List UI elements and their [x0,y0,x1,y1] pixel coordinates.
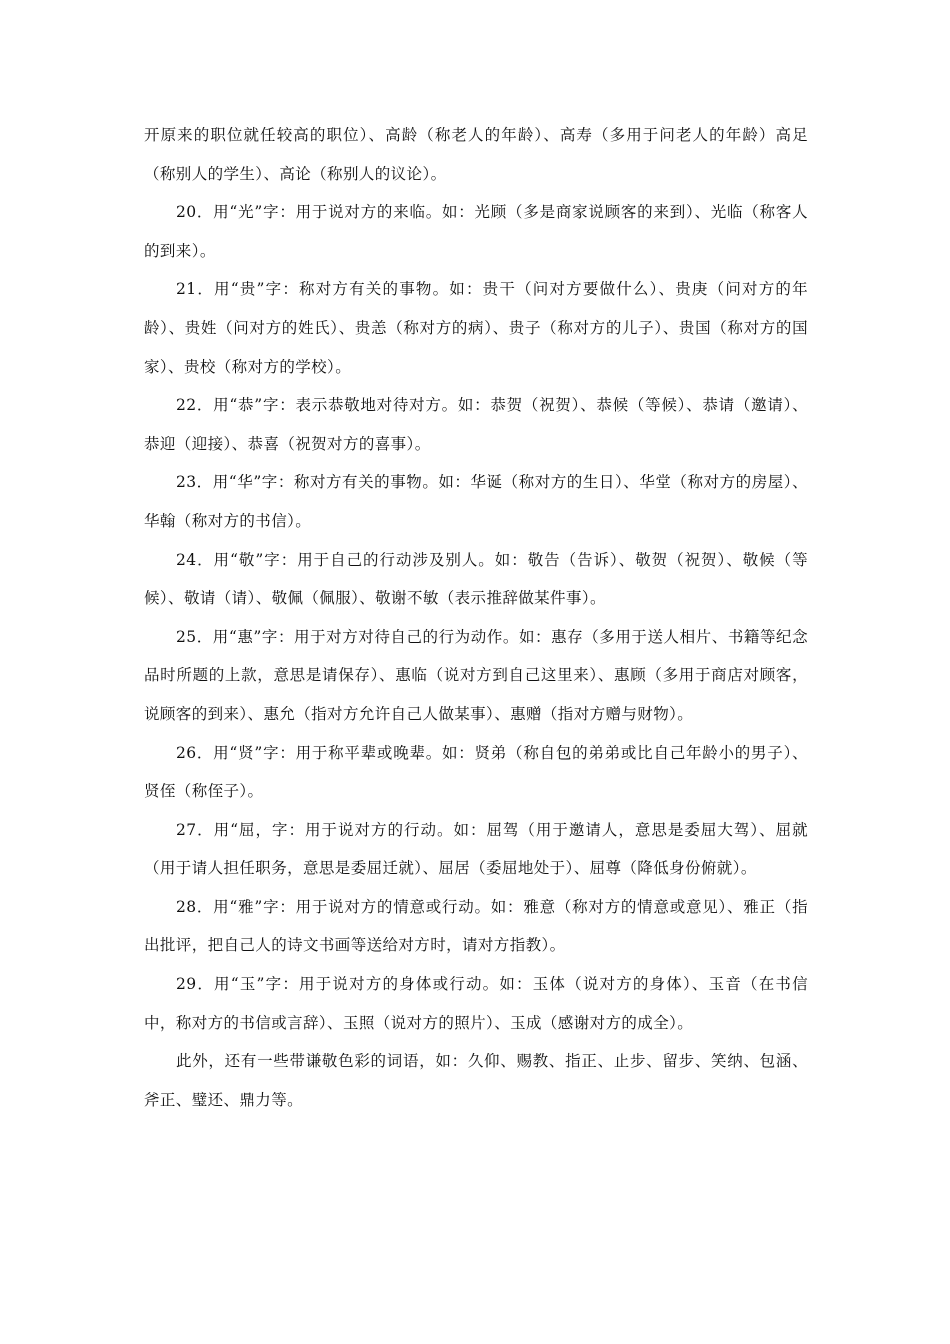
paragraph-item-29: 29．用“玉”字：用于说对方的身体或行动。如：玉体（说对方的身体）、玉音（在书信中，称对方的书信或言辞）、玉照（说对方的照片）、玉成（感谢对方的成全）。 [144,975,808,1032]
paragraph-item-22: 22．用“恭”字：表示恭敬地对待对方。如：恭贺（祝贺）、恭候（等候）、恭请（邀请）、恭迎（迎接）、恭喜（祝贺对方的喜事）。 [144,396,808,453]
paragraph-continued-19: 开原来的职位就任较高的职位）、高龄（称老人的年龄）、高寿（多用于问老人的年龄）高足（称别人的学生）、高论（称别人的议论）。 [144,126,808,183]
paragraph-item-23: 23．用“华”字：称对方有关的事物。如：华诞（称对方的生日）、华堂（称对方的房屋）、华翰（称对方的书信）。 [144,473,808,530]
paragraph-item-20: 20．用“光”字：用于说对方的来临。如：光顾（多是商家说顾客的来到）、光临（称客人的到来）。 [144,203,808,260]
paragraph-item-27: 27．用“屈，字：用于说对方的行动。如：屈驾（用于邀请人，意思是委屈大驾）、屈就（用于请人担任职务，意思是委屈迁就）、屈居（委屈地处于）、屈尊（降低身份俯就）。 [144,820,808,878]
paragraph-item-24: 24．用“敬”字：用于自己的行动涉及别人。如：敬告（告诉）、敬贺（祝贺）、敬候（等候）、敬请（请）、敬佩（佩服）、敬谢不敏（表示推辞做某件事）。 [144,550,808,608]
paragraph-item-26: 26．用“贤”字：用于称平辈或晚辈。如：贤弟（称自包的弟弟或比自己年龄小的男子）、贤侄（称侄子）。 [144,743,808,801]
paragraph-item-28: 28．用“雅”字：用于说对方的情意或行动。如：雅意（称对方的情意或意见）、雅正（指出批评，把自己人的诗文书画等送给对方时，请对方指教）。 [144,897,808,955]
document-page [144,116,808,1119]
paragraph-item-25: 25．用“惠”字：用于对方对待自己的行为动作。如：惠存（多用于送人相片、书籍等纪念品时所题的上款，意思是请保存）、惠临（说对方到自己这里来）、惠顾（多用于商店对顾客，说顾客的到来）、惠允（指对方允许自己人做某事）、惠赠（指对方赠与财物）。 [144,627,808,723]
paragraph-closing-note: 此外，还有一些带谦敬色彩的词语，如：久仰、赐教、指正、止步、留步、笑纳、包涵、斧正、璧还、鼎力等。 [144,1052,808,1109]
paragraph-item-21: 21．用“贵”字：称对方有关的事物。如：贵干（问对方要做什么）、贵庚（问对方的年龄）、贵姓（问对方的姓氏）、贵恙（称对方的病）、贵子（称对方的儿子）、贵国（称对方的国家）、贵校（称对方的学校）。 [144,280,808,376]
